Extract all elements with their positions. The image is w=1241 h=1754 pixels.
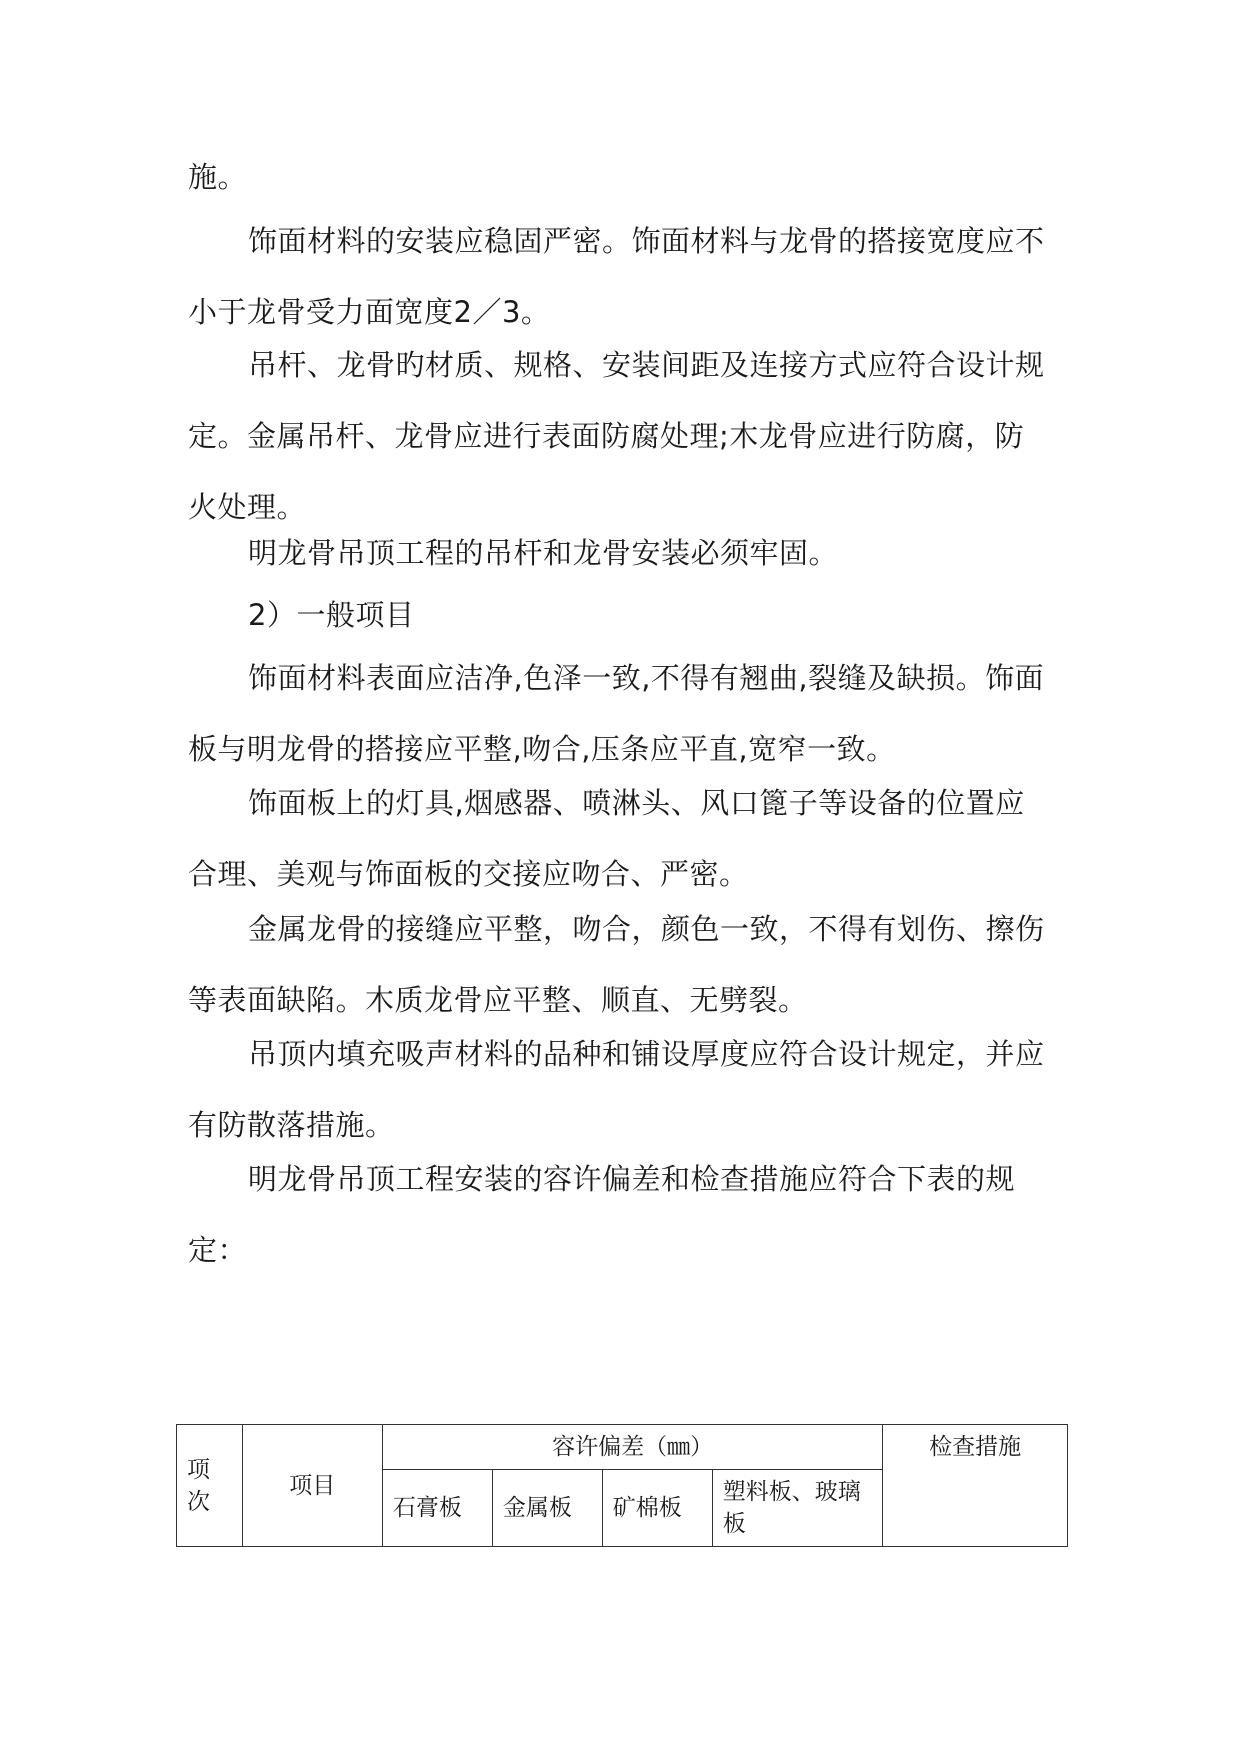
paragraph-continuation: 施。 bbox=[188, 160, 248, 194]
paragraph-hanger-keel: 吊杆、龙骨旳材质、规格、安装间距及连接方式应符合设计规定。金属吊杆、龙骨应进行表面防腐处理;木龙骨应进行防腐，防火处理。 bbox=[188, 348, 1045, 524]
paragraph-firm-install: 明龙骨吊顶工程的吊杆和龙骨安装必须牢固。 bbox=[248, 536, 839, 570]
header-item: 项目 bbox=[242, 1425, 382, 1547]
paragraph-tolerance-intro: 明龙骨吊顶工程安装的容许偏差和检查措施应符合下表的规定： bbox=[188, 1162, 1016, 1267]
paragraph-surface-clean: 饰面材料表面应洁净,色泽一致,不得有翘曲,裂缝及缺损。饰面板与明龙骨的搭接应平整,吻合,压条应平直,宽窄一致。 bbox=[188, 661, 1045, 766]
header-check-method: 检查措施 bbox=[883, 1425, 1068, 1547]
tolerance-table bbox=[176, 1424, 1068, 1547]
paragraph-metal-keel: 金属龙骨的接缝应平整，吻合，颜色一致，不得有划伤、擦伤等表面缺陷。木质龙骨应平整、顺直、无劈裂。 bbox=[188, 912, 1045, 1017]
paragraph-facing-install: 饰面材料的安装应稳固严密。饰面材料与龙骨的搭接宽度应不小于龙骨受力面宽度2／3。 bbox=[188, 224, 1045, 329]
header-deviation: 容许偏差（㎜） bbox=[382, 1425, 882, 1470]
header-material-metal: 金属板 bbox=[492, 1470, 602, 1547]
paragraph-fixtures: 饰面板上的灯具,烟感器、喷淋头、风口篦子等设备的位置应合理、美观与饰面板的交接应吻合、严密。 bbox=[188, 786, 1025, 891]
header-material-gypsum: 石膏板 bbox=[382, 1470, 492, 1547]
header-material-mineral-wool: 矿棉板 bbox=[602, 1470, 712, 1547]
header-material-plastic-glass: 塑料板、玻璃板 bbox=[712, 1470, 883, 1547]
paragraph-sound-absorbing: 吊顶内填充吸声材料的品种和铺设厚度应符合设计规定，并应有防散落措施。 bbox=[188, 1037, 1045, 1142]
header-index: 项次 bbox=[177, 1425, 243, 1547]
section-heading-general-items: 2）一般项目 bbox=[248, 598, 415, 632]
